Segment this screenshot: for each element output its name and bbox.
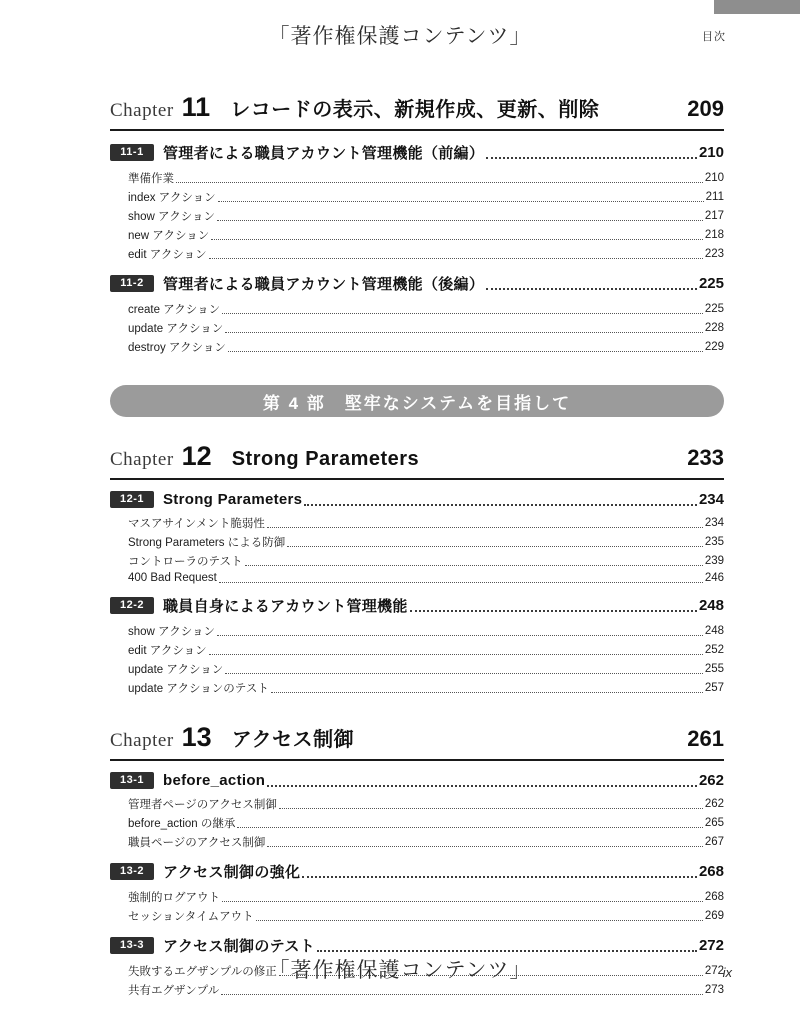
subitem-page-number: 272: [704, 965, 724, 977]
toc-subitem-row[interactable]: [128, 170, 724, 186]
section-page-number: 225: [698, 275, 724, 292]
leader-dots: [267, 774, 697, 787]
chapter-heading-12: [110, 441, 724, 480]
section-badge: 13-1: [110, 772, 154, 789]
section-page-number: 268: [698, 863, 724, 880]
leader-dots: [225, 664, 703, 674]
leader-dots: [256, 911, 703, 921]
chapter-heading-13: [110, 722, 724, 761]
leader-dots: [271, 683, 703, 693]
toc-subitem-row[interactable]: [128, 908, 724, 924]
toc-subitem-row[interactable]: [128, 301, 724, 317]
running-head-section-label: 目次: [702, 31, 726, 43]
subitem-title: destroy アクション: [128, 342, 226, 354]
chapter-title: Strong Parameters: [231, 448, 420, 470]
leader-dots: [209, 249, 703, 259]
subitem-page-number: 218: [704, 229, 724, 241]
section-badge: 13-3: [110, 937, 154, 954]
toc-subitem-row[interactable]: [128, 189, 724, 205]
leader-dots: [218, 192, 704, 202]
subitem-page-number: 239: [704, 555, 724, 567]
subitem-title: 400 Bad Request: [128, 572, 217, 584]
leader-dots: [302, 865, 697, 878]
leader-dots: [287, 537, 703, 547]
toc-section-row[interactable]: [110, 772, 724, 789]
chapter-number: 11: [181, 92, 211, 122]
subitem-page-number: 234: [704, 517, 724, 529]
leader-dots: [211, 230, 703, 240]
section-title: 職員自身によるアカウント管理機能: [163, 598, 408, 615]
subitem-title: 準備作業: [128, 173, 174, 185]
subitem-page-number: 246: [704, 572, 724, 584]
chapter-page-number: 233: [687, 445, 724, 470]
chapter-block-11: [110, 92, 724, 355]
subitem-page-number: 210: [704, 172, 724, 184]
section-title: 管理者による職員アカウント管理機能（前編）: [163, 145, 485, 162]
subitem-page-number: 267: [704, 836, 724, 848]
section-title: アクセス制御のテスト: [163, 938, 315, 955]
section-title: Strong Parameters: [163, 491, 303, 508]
subitem-page-number: 257: [704, 682, 724, 694]
toc-subitem-row[interactable]: [128, 889, 724, 905]
toc-subitem-row[interactable]: [128, 815, 724, 831]
leader-dots: [245, 556, 703, 566]
leader-dots: [222, 892, 703, 902]
subitem-title: マスアサインメント脆弱性: [128, 518, 265, 530]
subitem-title: 職員ページのアクセス制御: [128, 837, 266, 849]
subitem-title: before_action の継承: [128, 818, 236, 830]
subitem-title: create アクション: [128, 304, 221, 316]
subitem-page-number: 228: [704, 322, 724, 334]
subitem-page-number: 235: [704, 536, 724, 548]
chapter-title: アクセス制御: [231, 729, 355, 751]
chapter-word-label: Chapter: [110, 449, 174, 470]
chapter-heading-11: [110, 92, 724, 131]
toc-section-row[interactable]: [110, 861, 724, 882]
subitem-title: 失敗するエグザンプルの修正: [128, 966, 277, 978]
subitem-title: 管理者ページのアクセス制御: [128, 799, 277, 811]
section-badge: 11-1: [110, 144, 154, 161]
subsection-list: [110, 515, 724, 584]
subitem-title: new アクション: [128, 230, 210, 242]
subsection-list: [110, 796, 724, 850]
subitem-page-number: 223: [704, 248, 724, 260]
toc-subitem-row[interactable]: [128, 320, 724, 336]
leader-dots: [486, 277, 697, 290]
subitem-title: update アクション: [128, 664, 224, 676]
section-badge: 11-2: [110, 275, 154, 292]
leader-dots: [267, 518, 703, 528]
page-edge-tab: [714, 0, 800, 14]
section-page-number: 262: [698, 772, 724, 789]
leader-dots: [317, 939, 697, 952]
part-banner-label: 第 4 部 堅牢なシステムを目指して: [262, 393, 572, 413]
leader-dots: [209, 645, 703, 655]
subitem-page-number: 225: [704, 303, 724, 315]
leader-dots: [217, 211, 703, 221]
leader-dots: [176, 173, 703, 183]
toc-subitem-row[interactable]: [128, 339, 724, 355]
subitem-page-number: 269: [704, 910, 724, 922]
toc-subitem-row[interactable]: [128, 834, 724, 850]
toc-subitem-row[interactable]: [128, 982, 724, 998]
section-badge: 12-2: [110, 597, 154, 614]
leader-dots: [267, 837, 702, 847]
toc-section-row[interactable]: [110, 142, 724, 163]
subitem-title: show アクション: [128, 626, 215, 638]
subitem-title: 共有エグザンプル: [128, 985, 220, 997]
subitem-title: update アクション: [128, 323, 224, 335]
toc-subitem-row[interactable]: [128, 553, 724, 569]
toc-subitem-row[interactable]: [128, 796, 724, 812]
subitem-page-number: 229: [704, 341, 724, 353]
subitem-page-number: 273: [704, 984, 724, 996]
subitem-title: edit アクション: [128, 645, 207, 657]
chapter-number: 13: [181, 722, 212, 752]
toc-section-row[interactable]: [110, 595, 724, 616]
toc-subitem-row[interactable]: [128, 534, 724, 550]
subsection-list: [110, 623, 724, 696]
leader-dots: [217, 626, 703, 636]
leader-dots: [228, 342, 703, 352]
leader-dots: [221, 985, 703, 995]
leader-dots: [219, 573, 703, 583]
footer-watermark: 「著作権保護コンテンツ」: [268, 959, 532, 982]
chapter-word-label: Chapter: [110, 100, 174, 121]
subitem-page-number: 265: [704, 817, 724, 829]
chapter-page-number: 209: [687, 96, 724, 121]
subsection-list: [110, 889, 724, 924]
toc-subitem-row[interactable]: [128, 208, 724, 224]
subsection-list: [110, 170, 724, 262]
toc-section-row[interactable]: [110, 491, 724, 508]
leader-dots: [279, 799, 703, 809]
subitem-page-number: 248: [704, 625, 724, 637]
section-badge: 12-1: [110, 491, 154, 508]
leader-dots: [304, 493, 697, 506]
leader-dots: [222, 304, 703, 314]
subitem-page-number: 252: [704, 644, 724, 656]
section-page-number: 248: [698, 597, 724, 614]
section-badge: 13-2: [110, 863, 154, 880]
part-banner: [110, 385, 724, 417]
subitem-title: 強制的ログアウト: [128, 892, 220, 904]
toc-subitem-row[interactable]: [128, 572, 724, 584]
toc-subitem-row[interactable]: [128, 515, 724, 531]
toc-subitem-row[interactable]: [128, 227, 724, 243]
footer-page-number: ix: [722, 965, 732, 980]
toc-subitem-row[interactable]: [128, 661, 724, 677]
toc-content: [110, 92, 724, 998]
toc-subitem-row[interactable]: [128, 680, 724, 696]
subitem-title: update アクションのテスト: [128, 683, 269, 695]
chapter-number: 12: [181, 441, 212, 471]
toc-subitem-row[interactable]: [128, 642, 724, 658]
subitem-title: index アクション: [128, 192, 216, 204]
subitem-title: edit アクション: [128, 249, 207, 261]
toc-section-row[interactable]: [110, 273, 724, 294]
subitem-page-number: 268: [704, 891, 724, 903]
toc-subitem-row[interactable]: [128, 623, 724, 639]
toc-subitem-row[interactable]: [128, 246, 724, 262]
subitem-page-number: 211: [705, 191, 724, 203]
section-title: アクセス制御の強化: [163, 864, 301, 881]
subitem-title: Strong Parameters による防御: [128, 537, 286, 549]
subitem-title: コントローラのテスト: [128, 556, 243, 568]
toc-section-row[interactable]: [110, 935, 724, 956]
subitem-title: セッションタイムアウト: [128, 911, 254, 923]
subsection-list: [110, 301, 724, 355]
subitem-title: show アクション: [128, 211, 215, 223]
section-title: 管理者による職員アカウント管理機能（後編）: [163, 276, 485, 293]
leader-dots: [410, 599, 697, 612]
chapter-title: レコードの表示、新規作成、更新、削除: [230, 99, 600, 121]
section-page-number: 210: [698, 144, 724, 161]
section-title: before_action: [163, 772, 266, 789]
subitem-page-number: 255: [704, 663, 724, 675]
chapter-page-number: 261: [687, 726, 724, 751]
leader-dots: [486, 146, 697, 159]
running-head: 「著作権保護コンテンツ」: [268, 25, 532, 48]
section-page-number: 234: [698, 491, 724, 508]
subitem-page-number: 262: [704, 798, 724, 810]
section-page-number: 272: [698, 937, 724, 954]
chapter-block-12: [110, 441, 724, 696]
chapter-word-label: Chapter: [110, 730, 174, 751]
leader-dots: [225, 323, 703, 333]
subitem-page-number: 217: [704, 210, 724, 222]
leader-dots: [237, 818, 702, 828]
